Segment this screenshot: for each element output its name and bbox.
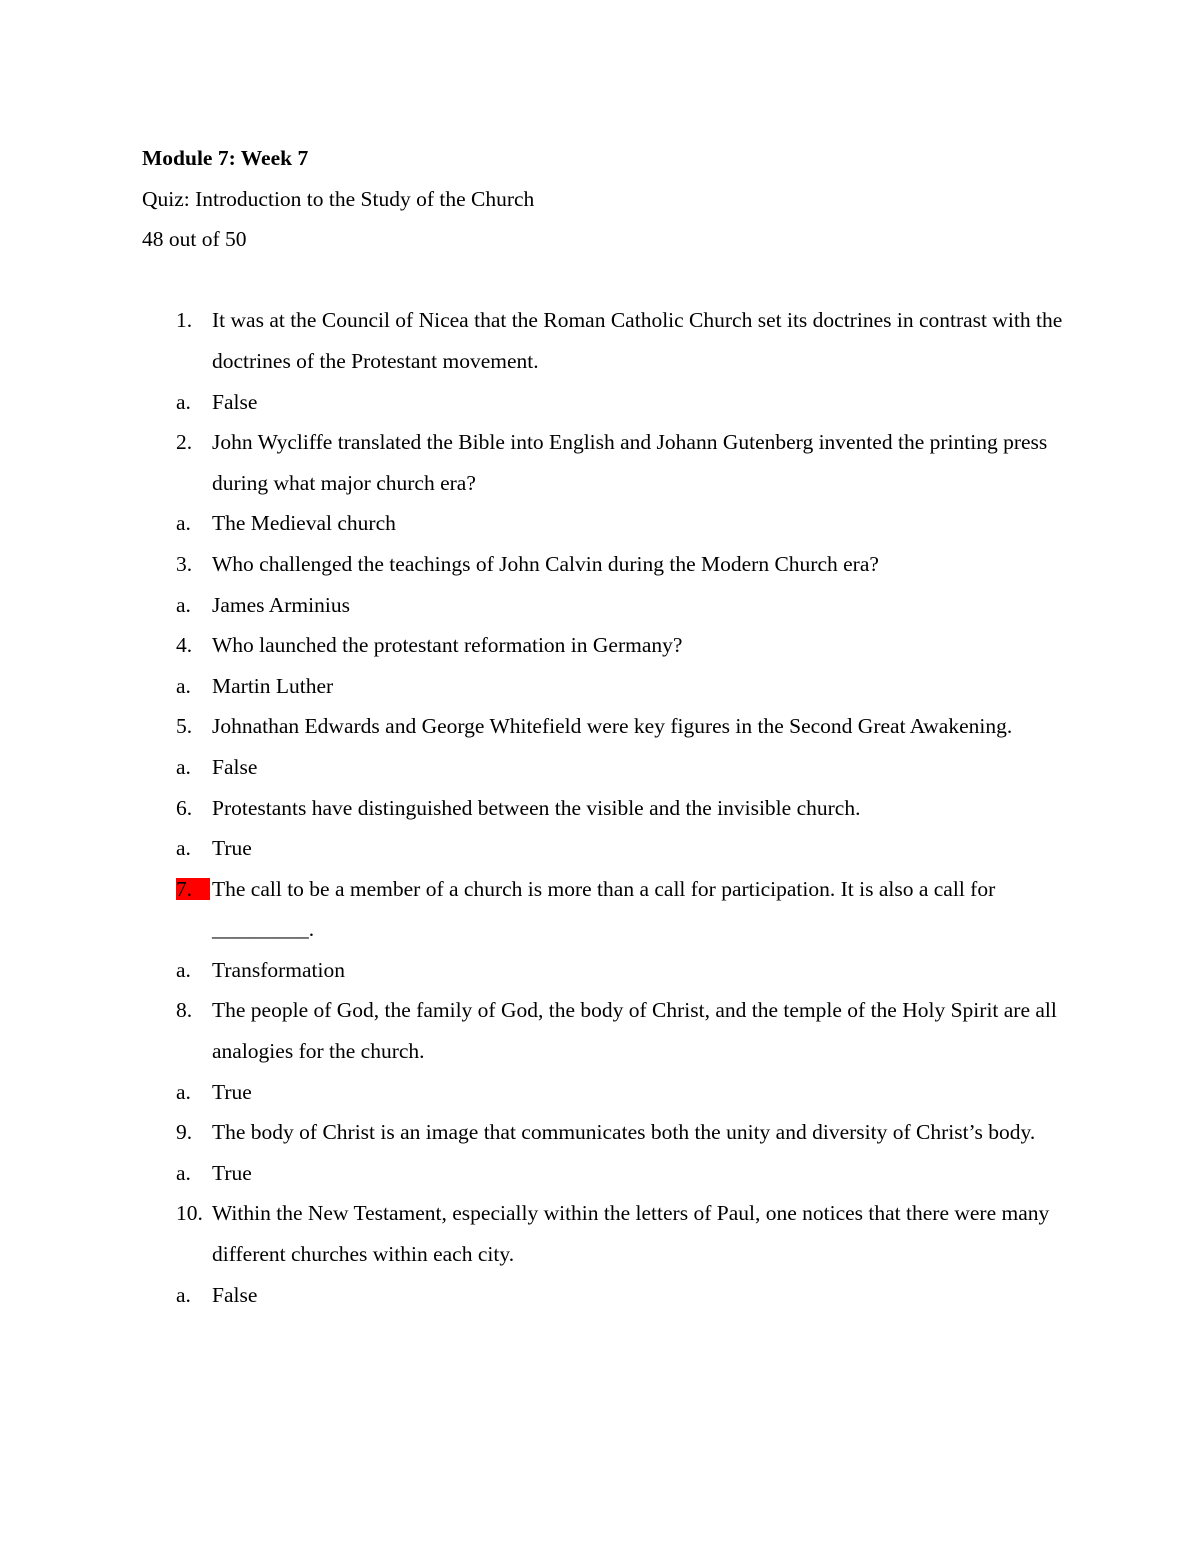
answer-text: Transformation — [212, 957, 345, 982]
question-text: Johnathan Edwards and George Whitefield were key figures in the Second Great Awakening. — [212, 714, 1013, 739]
question-text: The call to be a member of a church is more than a call for participation. It is also a call for _________. — [212, 876, 996, 942]
answer-letter: a. — [176, 957, 191, 982]
document-content — [142, 138, 1082, 1315]
answer-text: False — [212, 389, 258, 414]
question-number: 5. — [176, 714, 193, 739]
question-number: 6. — [176, 795, 193, 820]
answer-letter: a. — [176, 1282, 191, 1307]
spacer — [142, 260, 1082, 301]
answer-text: True — [212, 1160, 252, 1185]
question-number: 8. — [176, 998, 193, 1023]
question-text: The body of Christ is an image that communicates both the unity and diversity of Christ’s body. — [212, 1120, 1036, 1145]
answer-item — [142, 828, 1082, 869]
page-title: Module 7: Week 7 — [142, 146, 309, 170]
answer-letter: a. — [176, 389, 191, 414]
question-list — [142, 300, 1082, 1315]
question-text: Who challenged the teachings of John Calvin during the Modern Church era? — [212, 551, 879, 576]
answer-item — [142, 747, 1082, 788]
question-text: The people of God, the family of God, the body of Christ, and the temple of the Holy Spirit are all analogies for the church. — [212, 998, 1057, 1064]
answer-text: James Arminius — [212, 592, 350, 617]
answer-text: False — [212, 754, 258, 779]
answer-text: False — [212, 1282, 258, 1307]
question-text: Who launched the protestant reformation in Germany? — [212, 633, 683, 658]
question-item — [142, 625, 1082, 706]
answer-item — [142, 1153, 1082, 1194]
question-item — [142, 544, 1082, 625]
answer-item — [142, 666, 1082, 707]
question-text: John Wycliffe translated the Bible into English and Johann Gutenberg invented the printing press during what major church era? — [212, 430, 1048, 495]
answer-letter: a. — [176, 754, 191, 779]
question-number: 3. — [176, 551, 193, 576]
answer-text: True — [212, 1079, 252, 1104]
answer-letter: a. — [176, 511, 191, 536]
question-number: 1. — [176, 308, 193, 333]
question-item — [142, 990, 1082, 1112]
answer-letter: a. — [176, 1079, 191, 1104]
question-number: 2. — [176, 430, 193, 455]
question-number: 4. — [176, 633, 193, 658]
question-number: 9. — [176, 1120, 193, 1145]
answer-text: True — [212, 836, 252, 861]
answer-letter: a. — [176, 1160, 191, 1185]
question-text: Within the New Testament, especially within the letters of Paul, one notices that there were many different churches within each city. — [212, 1201, 1050, 1267]
answer-item — [142, 1072, 1082, 1113]
answer-item — [142, 950, 1082, 991]
question-item — [142, 422, 1082, 544]
answer-item — [142, 1275, 1082, 1316]
answer-item — [142, 503, 1082, 544]
answer-letter: a. — [176, 836, 191, 861]
answer-letter: a. — [176, 673, 191, 698]
question-item — [142, 706, 1082, 787]
answer-item — [142, 382, 1082, 423]
question-text: It was at the Council of Nicea that the Roman Catholic Church set its doctrines in contrast with the doctrines of the Protestant movement. — [212, 308, 1063, 373]
question-item — [142, 1112, 1082, 1193]
quiz-subtitle: Quiz: Introduction to the Study of the Church — [142, 186, 535, 211]
quiz-score: 48 out of 50 — [142, 227, 247, 252]
question-item — [142, 300, 1082, 422]
flagged-question-number: 7. — [176, 869, 212, 910]
answer-text: Martin Luther — [212, 673, 334, 698]
answer-item — [142, 585, 1082, 626]
question-text: Protestants have distinguished between the visible and the invisible church. — [212, 795, 861, 820]
question-number: 10. — [176, 1201, 203, 1226]
answer-text: The Medieval church — [212, 511, 396, 536]
answer-letter: a. — [176, 592, 191, 617]
question-item — [142, 788, 1082, 869]
question-item-flagged — [142, 869, 1082, 991]
question-item — [142, 1193, 1082, 1315]
